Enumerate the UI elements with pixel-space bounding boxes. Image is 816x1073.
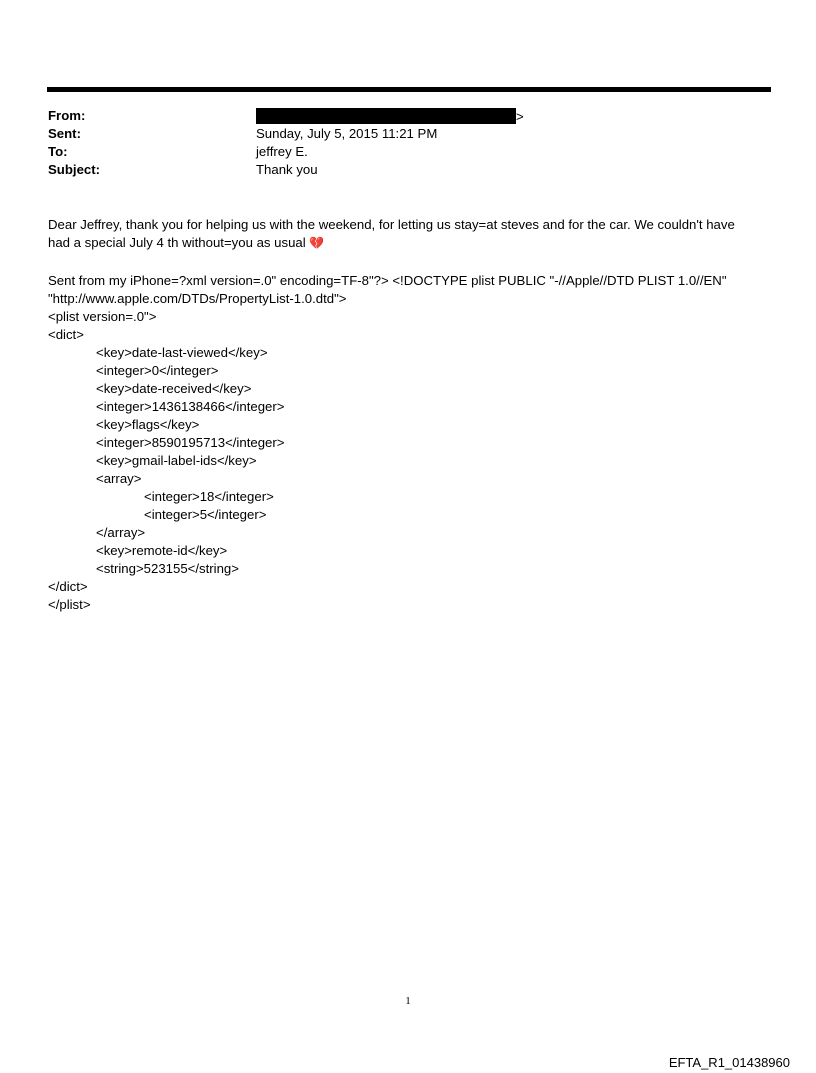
body-line: Dear Jeffrey, thank you for helping us with the weekend, for letting us stay=at steves and for the car. We couldn't have [48,217,735,232]
plist-line: <key>date-received</key> [96,381,252,396]
redaction-block [256,108,516,124]
sent-value: Sunday, July 5, 2015 11:21 PM [256,126,438,141]
header-rule [47,87,771,92]
plist-line: <integer>8590195713</integer> [96,435,285,450]
plist-line: Sent from my iPhone=?xml version=.0" encoding=TF-8"?> <!DOCTYPE plist PUBLIC "-//Apple//DTD PLIST 1.0//EN" [48,273,727,288]
plist-line: <integer>1436138466</integer> [96,399,285,414]
broken-heart-icon: 💔 [309,236,325,250]
plist-line: <integer>18</integer> [144,489,274,504]
from-suffix: > [516,109,524,124]
body-text: had a special July 4 th without=you as usual [48,235,306,250]
to-value: jeffrey E. [256,144,308,159]
plist-line: <string>523155</string> [96,561,239,576]
bates-number: EFTA_R1_01438960 [668,1055,790,1070]
from-label: From: [48,108,86,123]
from-value [256,108,524,124]
plist-line: <key>flags</key> [96,417,200,432]
page-number: 1 [405,995,411,1007]
plist-line: <integer>5</integer> [144,507,267,522]
plist-line: <integer>0</integer> [96,363,219,378]
message-body [48,216,768,252]
plist-line: <key>remote-id</key> [96,543,228,558]
subject-value: Thank you [256,162,318,177]
plist-line: <plist version=.0"> [48,309,157,324]
plist-line: </array> [96,525,146,540]
sent-label: Sent: [48,126,81,141]
to-label: To: [48,144,68,159]
plist-line: "http://www.apple.com/DTDs/PropertyList-1.0.dtd"> [48,291,347,306]
subject-label: Subject: [48,162,101,177]
plist-line: <dict> [48,327,84,342]
plist-block [48,272,768,614]
plist-line: <key>date-last-viewed</key> [96,345,268,360]
plist-line: <key>gmail-label-ids</key> [96,453,257,468]
plist-line: <array> [96,471,142,486]
body-line [48,234,768,252]
plist-line: </plist> [48,597,91,612]
plist-line: </dict> [48,579,88,594]
